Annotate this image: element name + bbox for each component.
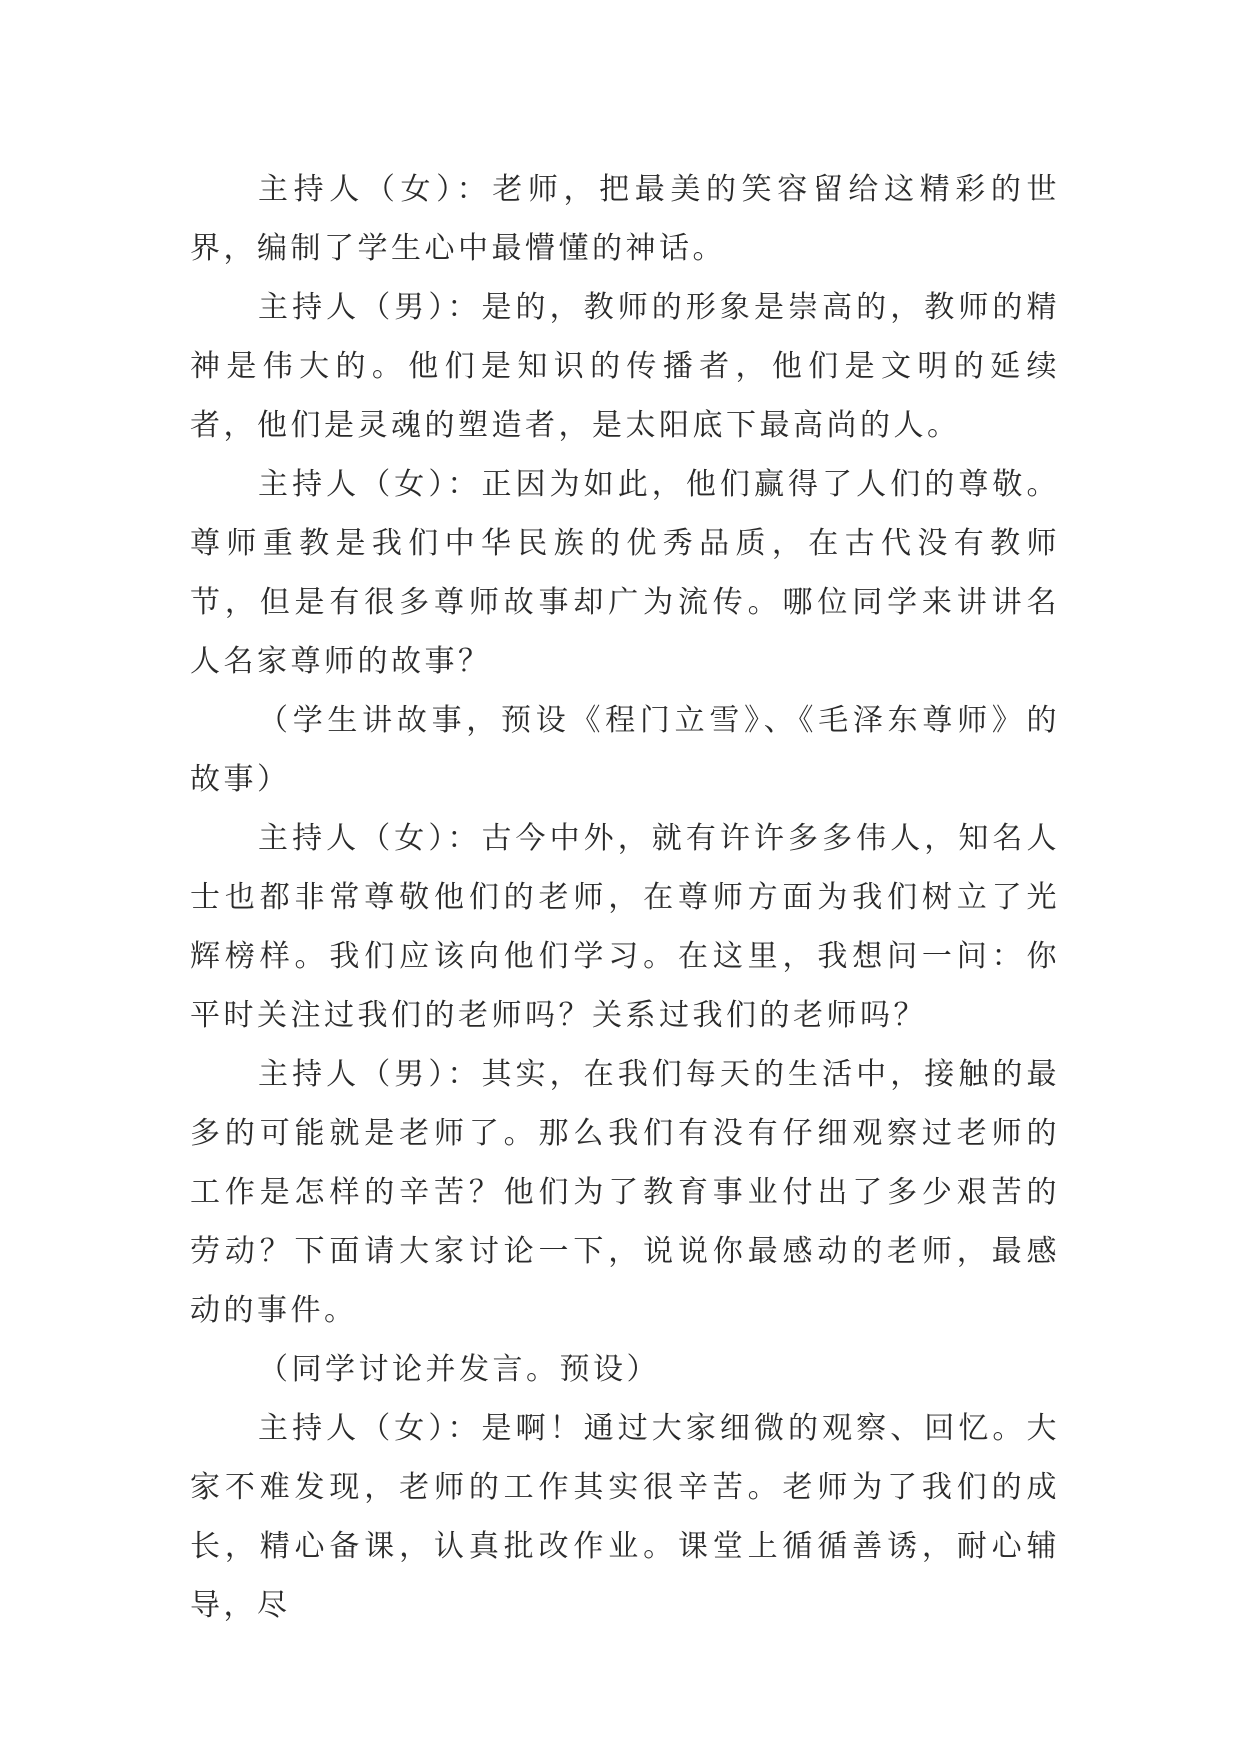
paragraph-host-female-4: 主持人（女）：是啊！通过大家细微的观察、回忆。大家不难发现，老师的工作其实很辛苦。老师为了我们的成长，精心备课，认真批改作业。课堂上循循善诱，耐心辅导，尽 <box>190 1411 1060 1623</box>
document-body <box>190 160 1060 1635</box>
paragraph-student-story-note: （学生讲故事，预设《程门立雪》、《毛泽东尊师》的故事） <box>190 703 1060 797</box>
paragraph-host-male-2: 主持人（男）：其实，在我们每天的生活中，接触的最多的可能就是老师了。那么我们有没有仔细观察过老师的工作是怎样的辛苦？他们为了教育事业付出了多少艰苦的劳动？下面请大家讨论一下，说说你最感动的老师，最感动的事件。 <box>190 1057 1060 1328</box>
paragraph-host-female-3: 主持人（女）：古今中外，就有许许多多伟人，知名人士也都非常尊敬他们的老师，在尊师方面为我们树立了光辉榜样。我们应该向他们学习。在这里，我想问一问：你平时关注过我们的老师吗？关系过我们的老师吗？ <box>190 821 1060 1033</box>
paragraph-host-female-1: 主持人（女）：老师，把最美的笑容留给这精彩的世界，编制了学生心中最懵懂的神话。 <box>190 172 1060 266</box>
paragraph-discussion-note: （同学讨论并发言。预设） <box>258 1352 660 1387</box>
paragraph-host-male-1: 主持人（男）：是的，教师的形象是崇高的，教师的精神是伟大的。他们是知识的传播者，他们是文明的延续者，他们是灵魂的塑造者，是太阳底下最高尚的人。 <box>190 290 1060 443</box>
paragraph-host-female-2: 主持人（女）：正因为如此，他们赢得了人们的尊敬。尊师重教是我们中华民族的优秀品质，在古代没有教师节，但是有很多尊师故事却广为流传。哪位同学来讲讲名人名家尊师的故事？ <box>190 467 1060 679</box>
